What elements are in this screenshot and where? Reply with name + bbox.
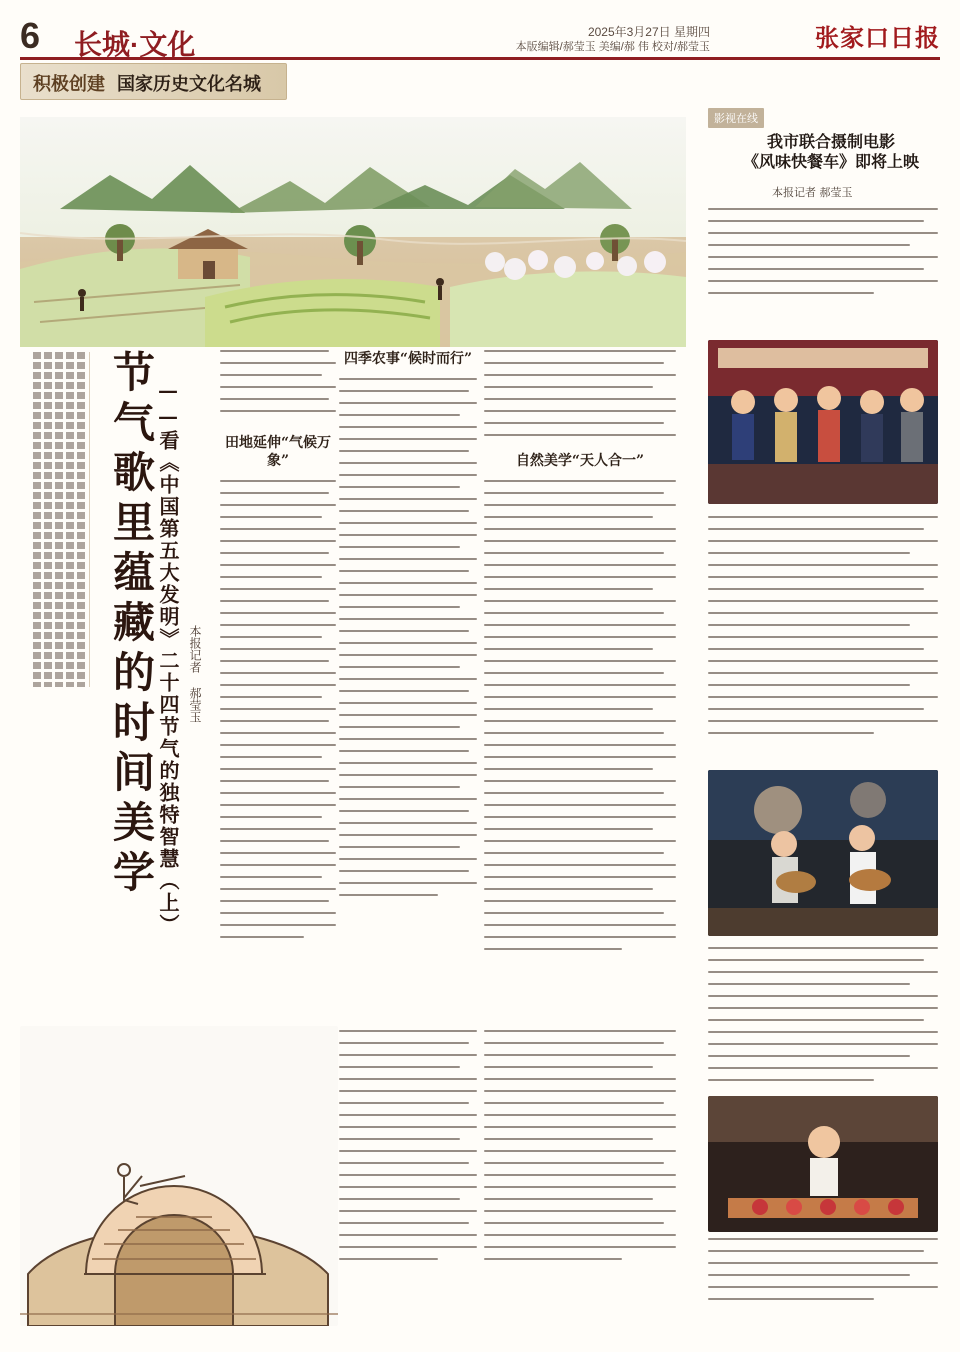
sidebar-intro-text — [708, 208, 938, 316]
intro-vertical-text — [28, 352, 90, 687]
feature-column-2 — [339, 350, 477, 1002]
hero-illustration-svg — [20, 117, 686, 347]
right-orchard — [450, 250, 686, 347]
film-photo-music — [708, 770, 938, 936]
feature-column-3 — [484, 350, 676, 1002]
feature-title: 节气歌里蕴藏的时间美学 — [107, 350, 156, 900]
middle-terraces — [205, 279, 440, 347]
hero-illustration — [20, 117, 686, 347]
sidebar-byline: 本报记者 郝莹玉 — [772, 186, 853, 199]
film-photo-stage — [708, 340, 938, 504]
editorial-staff: 本版编辑/郝莹玉 美编/郝 伟 校对/郝莹玉 — [515, 41, 710, 53]
feature-subtitle: ——看《中国第五大发明》二十四节气的独特智慧（上） — [156, 378, 180, 936]
banner-right-text: 国家历史文化名城 — [117, 74, 261, 95]
page-number: 6 — [20, 15, 41, 56]
earth-cave-svg — [20, 1026, 338, 1326]
film-photo-food — [708, 1096, 938, 1232]
film-photo-stage-svg — [708, 340, 938, 504]
feature-column-1 — [220, 350, 336, 1002]
section-heading-1: 田地延伸“气候万象” — [224, 435, 332, 470]
section-banner — [20, 63, 287, 100]
film-photo-food-svg — [708, 1096, 938, 1232]
intro-paragraph — [220, 350, 336, 434]
banner-left-text: 积极创建 — [33, 74, 105, 95]
earth-cave-illustration — [20, 1026, 338, 1326]
feature-column-2-bottom — [339, 1030, 477, 1302]
sidebar-body-text-1 — [708, 516, 938, 768]
doorway — [115, 1215, 233, 1326]
feature-byline: 本报记者 郝莹玉 — [188, 625, 202, 723]
sidebar-headline-line-2: 《风味快餐车》即将上映 — [742, 152, 919, 171]
section-heading-2: 四季农事“候时而行” — [343, 351, 473, 367]
section-title: 长城·文化 — [74, 29, 196, 60]
sidebar-section-tag: 影视在线 — [708, 108, 764, 128]
column-3-top-text — [484, 350, 676, 452]
film-photo-music-svg — [708, 770, 938, 936]
page-header — [20, 15, 940, 60]
sidebar-headline — [726, 132, 936, 172]
publication-date: 2025年3月27日 星期四 — [587, 25, 710, 39]
section-2-text — [339, 378, 477, 988]
section-3-text — [484, 480, 676, 1000]
sidebar-body-text-2 — [708, 947, 938, 1092]
feature-column-3-bottom — [484, 1030, 676, 1302]
sidebar-body-text-3 — [708, 1238, 938, 1314]
section-heading-3: 自然美学“天人合一” — [515, 453, 645, 469]
newspaper-masthead: 张家口日报 — [815, 23, 940, 52]
sidebar-headline-line-1: 我市联合摄制电影 — [766, 132, 895, 151]
sitting-person-head — [118, 1164, 130, 1176]
section-1-text — [220, 480, 336, 1002]
sidebar-story-header — [708, 108, 938, 200]
